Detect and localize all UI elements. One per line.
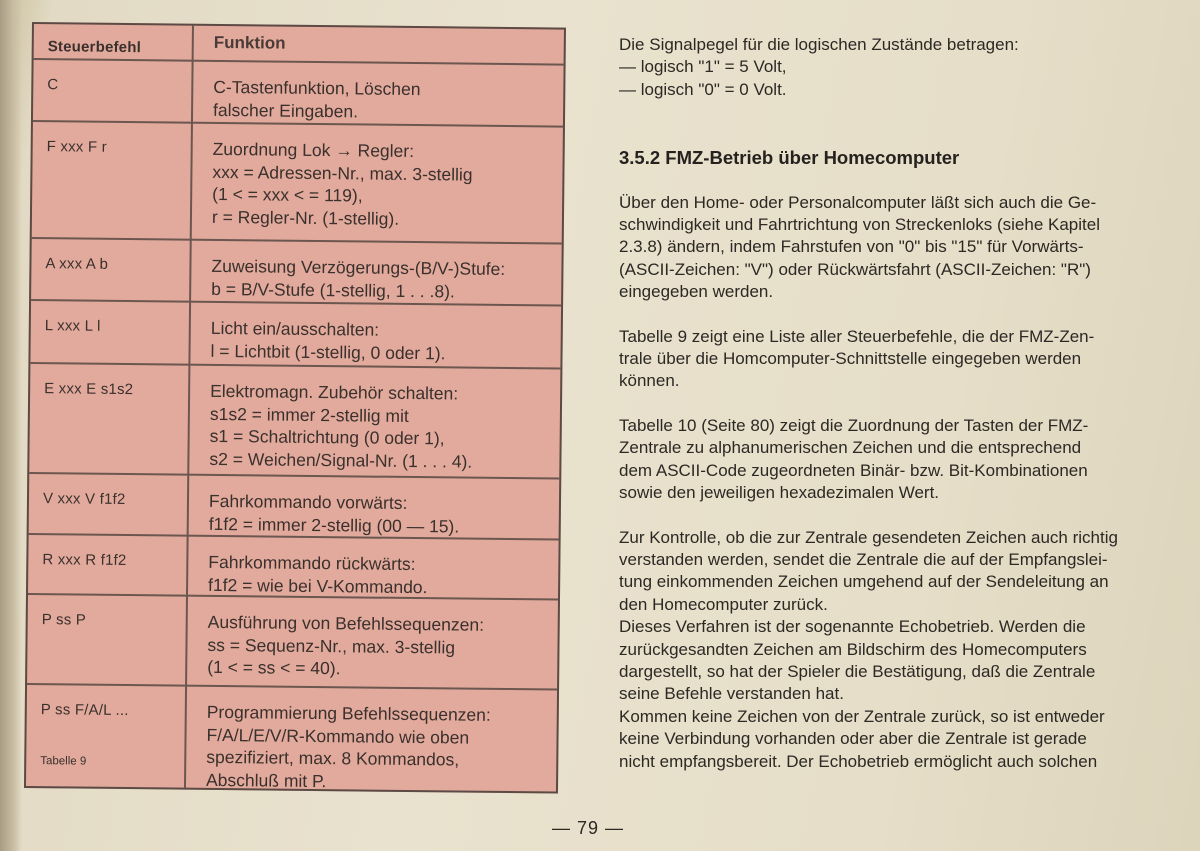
body-text: [619, 34, 1159, 773]
row-function: [207, 611, 553, 682]
text-line: dargestellt, so hat der Spieler die Bestätigung, daß die Zentrale: [619, 661, 1096, 681]
function-line: C-Tastenfunktion, Löschen: [213, 76, 421, 100]
text-line: den Homecomputer zurück.: [619, 594, 828, 614]
row-command: R xxx R f1f2: [42, 551, 127, 570]
paragraph-3: [619, 415, 1159, 505]
function-line: Programmierung Befehlssequenzen:: [206, 701, 491, 725]
paragraph-4: [619, 527, 1159, 773]
text-line: können.: [619, 371, 680, 391]
text-line: Kommen keine Zeichen von der Zentrale zurück, so ist entweder: [619, 706, 1105, 726]
book-spine: [0, 0, 22, 851]
function-line: b = B/V-Stufe (1-stellig, 1 . . .8).: [211, 278, 455, 301]
row-command: P ss F/A/L ...: [40, 701, 129, 720]
text-line: keine Verbindung vorhanden oder aber die Zentrale ist gerade: [619, 729, 1087, 749]
text-line: Tabelle 9 zeigt eine Liste aller Steuerbefehle, die der FMZ-Zen-: [619, 326, 1095, 346]
row-command: A xxx A b: [45, 255, 109, 273]
text-line: (ASCII-Zeichen: "V") oder Rückwärtsfahrt (ASCII-Zeichen: "R"): [619, 259, 1091, 279]
function-line: ss = Sequenz-Nr., max. 3-stellig: [207, 634, 456, 657]
row-command: C: [47, 76, 59, 94]
text-line: Dieses Verfahren ist der sogenannte Echobetrieb. Werden die: [619, 617, 1086, 637]
function-line: l = Lichtbit (1-stellig, 0 oder 1).: [210, 340, 446, 363]
function-line: Fahrkommando rückwärts:: [208, 551, 416, 575]
function-line: s1 = Schaltrichtung (0 oder 1),: [209, 425, 445, 449]
header-function: Funktion: [213, 32, 286, 53]
function-line: Licht ein/ausschalten:: [210, 317, 380, 340]
function-line: f1f2 = immer 2-stellig (00 — 15).: [208, 513, 460, 537]
text-line: Tabelle 10 (Seite 80) zeigt die Zuordnung der Tasten der FMZ-: [619, 415, 1089, 435]
function-line: Elektromagn. Zubehör schalten:: [210, 380, 459, 404]
function-line: f1f2 = wie bei V-Kommando.: [208, 574, 428, 597]
command-table: [24, 22, 566, 794]
text-line: zurückgesandten Zeichen am Bildschirm des Homecomputers: [619, 639, 1087, 659]
row-function: [209, 380, 555, 474]
section-heading: 3.5.2 FMZ-Betrieb über Homecomputer: [619, 147, 960, 169]
text-line: seine Befehle verstanden hat.: [619, 684, 844, 704]
text-line: trale über die Homcomputer-Schnittstelle eingegeben werden: [619, 349, 1082, 369]
function-line: spezifiziert, max. 8 Kommandos,: [206, 746, 460, 770]
text-line: nicht empfangsbereit. Der Echobetrieb ermöglicht auch solchen: [619, 751, 1098, 771]
function-line: s1s2 = immer 2-stellig mit: [209, 403, 409, 426]
function-line: F/A/L/E/V/R-Kommando wie oben: [206, 724, 470, 748]
text-line: Über den Home- oder Personalcomputer läßt sich auch die Ge-: [619, 192, 1097, 212]
paragraph-1: [619, 192, 1159, 304]
intro-paragraph: [619, 34, 1159, 101]
table-header: [34, 24, 564, 66]
paragraph-2: [619, 326, 1159, 393]
row-function: [210, 317, 555, 366]
text-line: verstanden werden, sendet die Zentrale die auf der Empfangslei-: [619, 549, 1108, 569]
table-row: [31, 239, 562, 307]
text-line: — logisch "0" = 0 Volt.: [619, 79, 787, 99]
table-row: [29, 474, 560, 541]
table-row: [29, 364, 560, 480]
table-row: [27, 595, 558, 691]
table-row: [30, 301, 561, 370]
function-line: r = Regler-Nr. (1-stellig).: [211, 206, 400, 229]
row-function: [211, 255, 556, 304]
text-line: sowie den jeweiligen hexadezimalen Wert.: [619, 483, 940, 503]
table-row: [28, 535, 559, 601]
header-command: Steuerbefehl: [47, 38, 142, 57]
table-row: [26, 685, 557, 792]
text-line: 2.3.8) ändern, indem Fahrstufen von "0" bis "15" für Vorwärts-: [619, 237, 1084, 257]
text-line: eingegeben werden.: [619, 282, 774, 302]
table-row: [33, 60, 564, 128]
row-function: [213, 76, 558, 125]
row-function: [206, 701, 552, 795]
row-command: V xxx V f1f2: [42, 490, 126, 509]
text-line: Zentrale zu alphanumerischen Zeichen und die entsprechend: [619, 438, 1082, 458]
function-line: Fahrkommando vorwärts:: [208, 490, 408, 513]
table-row: [32, 122, 563, 245]
row-command: L xxx L l: [44, 317, 101, 335]
function-line: (1 < = ss < = 40).: [207, 656, 341, 679]
function-line: Zuweisung Verzögerungs-(B/V-)Stufe:: [211, 255, 506, 279]
row-command: E xxx E s1s2: [44, 380, 134, 399]
function-line: Abschluß mit P.: [205, 769, 327, 791]
function-line: s2 = Weichen/Signal-Nr. (1 . . . 4).: [209, 448, 473, 472]
function-line: falscher Eingaben.: [212, 99, 359, 121]
function-line: (1 < = xxx < = 119),: [212, 183, 363, 206]
row-function: [208, 551, 553, 600]
text-line: Die Signalpegel für die logischen Zustände betragen:: [619, 35, 1019, 54]
function-line: xxx = Adressen-Nr., max. 3-stellig: [212, 161, 473, 185]
function-line: Zuordnung Lok → Regler:: [212, 138, 415, 162]
row-command: P ss P: [41, 611, 87, 629]
row-command: F xxx F r: [46, 138, 107, 156]
text-line: — logisch "1" = 5 Volt,: [619, 57, 787, 77]
page-number: — 79 —: [552, 818, 625, 838]
row-function: [212, 138, 558, 232]
text-line: schwindigkeit und Fahrtrichtung von Streckenloks (siehe Kapitel: [619, 215, 1100, 235]
text-line: dem ASCII-Code zugeordneten Binär- bzw. Bit-Kombinationen: [619, 460, 1088, 480]
function-line: Ausführung von Befehlssequenzen:: [207, 611, 485, 635]
text-line: Zur Kontrolle, ob die zur Zentrale gesendeten Zeichen auch richtig: [619, 527, 1118, 547]
row-function: [209, 490, 554, 539]
table-caption: Tabelle 9: [40, 755, 87, 768]
text-line: tung einkommenden Zeichen umgehend auf der Sendeleitung an: [619, 572, 1109, 592]
